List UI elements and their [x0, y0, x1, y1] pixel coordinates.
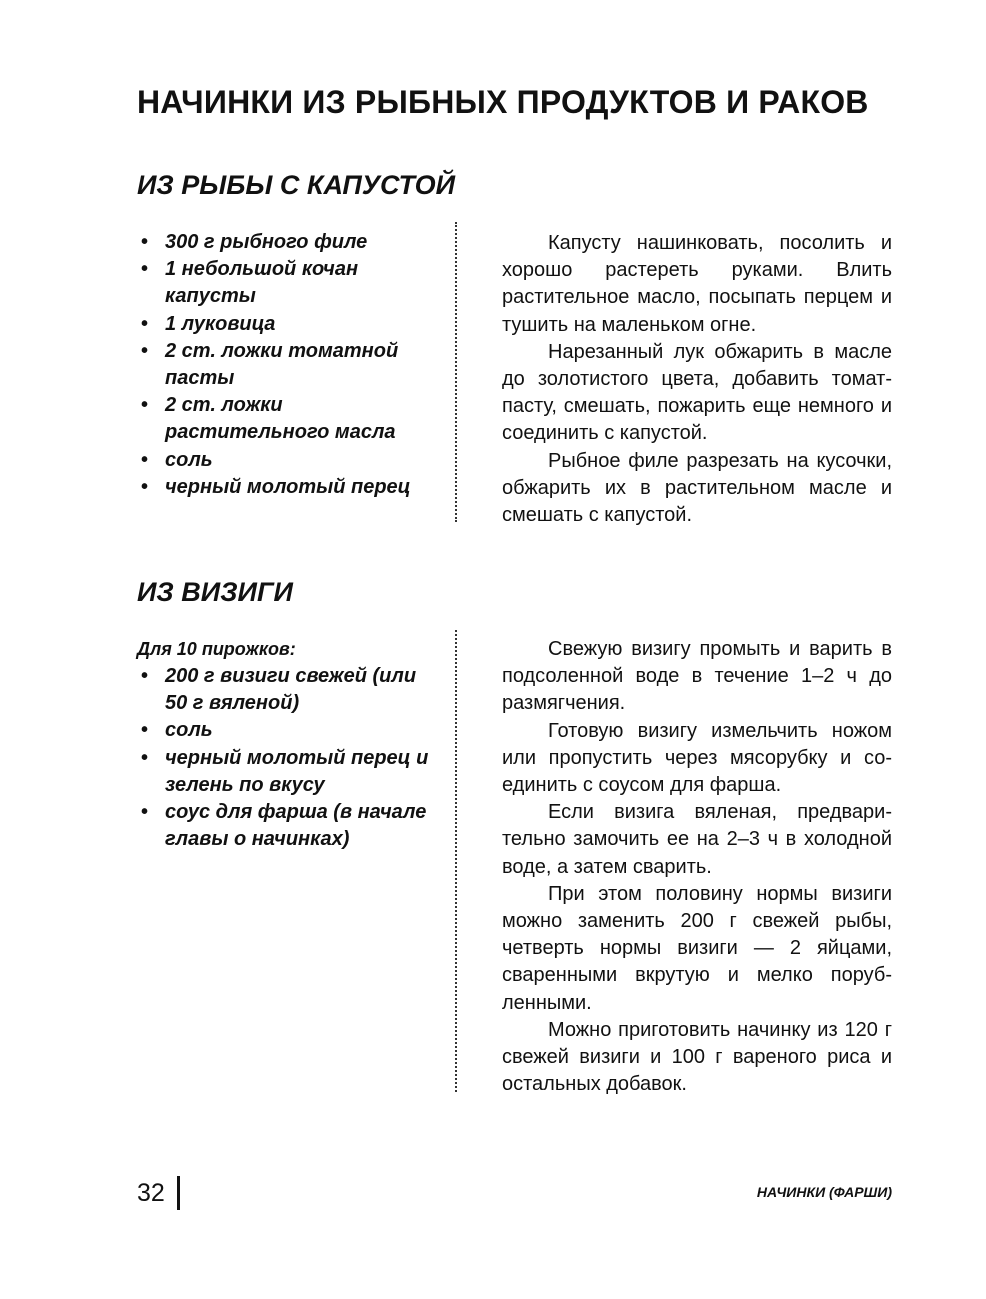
ingredient-item: • соль	[137, 717, 437, 744]
footer-divider-bar	[177, 1176, 180, 1210]
page-title: НАЧИНКИ ИЗ РЫБНЫХ ПРОДУКТОВ И РАКОВ	[137, 84, 869, 120]
method-paragraph: Готовую визигу измельчить ножом или пропустить через мясорубку и соединить с соусом для фарша.	[502, 719, 892, 797]
ingredient-list	[137, 229, 437, 501]
ingredient-item: • соль	[137, 447, 437, 474]
page-footer-left	[137, 1176, 180, 1210]
ingredient-item: • черный молотый перец и зелень по вкусу	[137, 745, 437, 799]
recipe-title-viziga: ИЗ ВИЗИГИ	[137, 577, 293, 607]
ingredient-item: • черный молотый перец	[137, 474, 437, 501]
method-paragraph: Если визига вяленая, предварительно замочить ее на 2–3 ч в холодной воде, а затем сварить.	[502, 801, 892, 878]
ingredient-item: • 300 г рыбного филе	[137, 229, 437, 256]
method-paragraph: Можно приготовить начинку из 120 г свежей визиги и 100 г вареного риса и остальных добавок.	[502, 1018, 892, 1096]
ingredient-item: • 200 г визиги свежей (или 50 г вяленой)	[137, 663, 437, 717]
ingredient-item: • 2 ст. ложки растительного масла	[137, 392, 437, 446]
ingredient-item: • 1 луковица	[137, 311, 437, 338]
method-fish-cabbage	[502, 230, 892, 529]
running-footer-section: НАЧИНКИ (ФАРШИ)	[756, 1184, 892, 1200]
yield-note: Для 10 пирожков:	[137, 639, 296, 659]
column-divider	[455, 222, 457, 522]
ingredient-list	[137, 663, 437, 853]
method-paragraph: При этом половину нормы визиги можно заменить 200 г свежей рыбы, четверть нормы визиги — 2 яйцами, сваренными вкрутую и мелко порубленными.	[502, 882, 892, 1014]
recipe-title-fish-cabbage: ИЗ РЫБЫ С КАПУСТОЙ	[137, 170, 456, 200]
method-viziga	[502, 636, 892, 1098]
method-paragraph: Свежую визигу промыть и варить в подсоленной воде в течение 1–2 ч до размягчения.	[502, 638, 892, 715]
ingredient-item: • 1 небольшой кочан капусты	[137, 256, 437, 310]
ingredient-item: • соус для фарша (в начале главы о начинках)	[137, 799, 437, 853]
method-paragraph: Рыбное филе разрезать на кусочки, обжарить их в растительном масле и смешать с капустой.	[502, 449, 892, 527]
ingredients-viziga	[137, 636, 437, 853]
method-paragraph: Нарезанный лук обжарить в масле до золотистого цвета, добавить томат-пасту, смешать, пожарить еще немного и соединить с капустой.	[502, 340, 892, 445]
column-divider	[455, 630, 457, 1092]
method-paragraph: Капусту нашинковать, посолить и хорошо растереть руками. Влить растительное масло, посыпать перцем и тушить на маленьком огне.	[502, 232, 892, 336]
ingredients-fish-cabbage	[137, 229, 437, 501]
ingredient-item: • 2 ст. ложки томатной пасты	[137, 338, 437, 392]
page-number: 32	[137, 1178, 165, 1207]
